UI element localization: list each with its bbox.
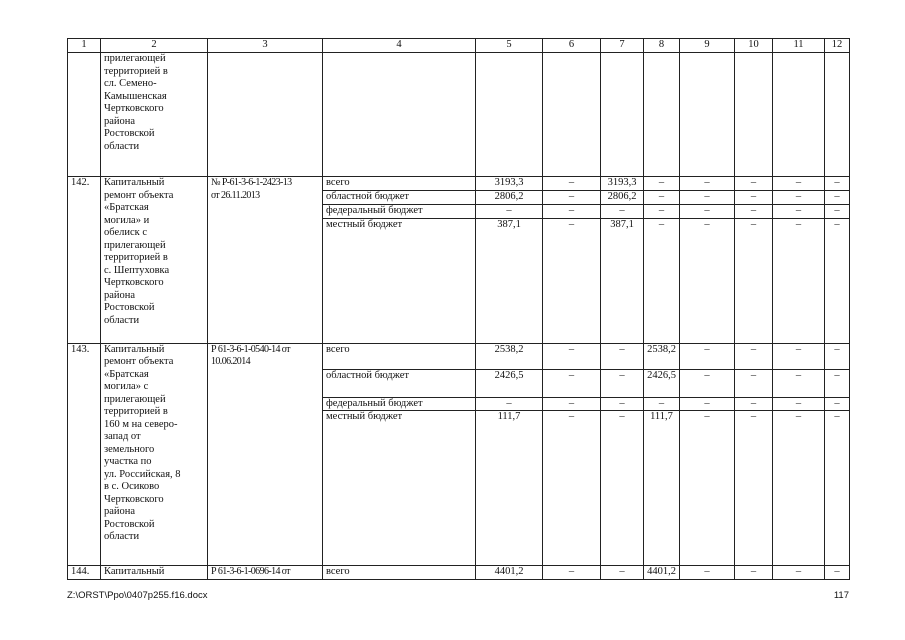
- object-name-line: участка по: [104, 456, 152, 467]
- object-name-line: ремонт объекта: [104, 189, 174, 201]
- value-cell: –: [773, 177, 825, 191]
- value-cell: –: [543, 369, 601, 397]
- value-cell: [825, 53, 850, 177]
- value-cell: –: [543, 397, 601, 411]
- value-cell: –: [680, 369, 735, 397]
- value-cell: 2426,5: [476, 369, 543, 397]
- object-name-line: с. Шептуховка: [104, 264, 170, 276]
- object-name-line: ул. Российская, 8: [104, 468, 181, 480]
- object-name-line: района: [104, 506, 136, 517]
- value-cell: –: [773, 411, 825, 566]
- value-cell: –: [680, 177, 735, 191]
- value-cell: –: [680, 566, 735, 580]
- object-name-line: района: [104, 289, 136, 301]
- column-number: 6: [543, 39, 601, 53]
- document-reference-line: № Р-61-3-6-1-2423-13: [211, 177, 292, 188]
- object-name-line: обелиск с: [104, 227, 148, 238]
- value-cell: –: [773, 397, 825, 411]
- table-row: [68, 177, 850, 191]
- value-cell: [735, 53, 773, 177]
- object-name-line: Ростовской: [104, 128, 155, 139]
- value-cell: 111,7: [644, 411, 680, 566]
- object-name: [101, 343, 208, 566]
- value-cell: –: [543, 177, 601, 191]
- funding-source: федеральный бюджет: [323, 205, 476, 219]
- value-cell: –: [773, 566, 825, 580]
- value-cell: [644, 53, 680, 177]
- row-number-cell: [68, 53, 101, 177]
- object-name-cell: [101, 53, 208, 177]
- object-name-line: «Братская: [104, 202, 149, 213]
- value-cell: –: [825, 191, 850, 205]
- value-cell: –: [825, 566, 850, 580]
- value-cell: –: [825, 205, 850, 219]
- column-number: 9: [680, 39, 735, 53]
- document-cell: [208, 53, 323, 177]
- value-cell: 2806,2: [476, 191, 543, 205]
- object-name-line: Ростовской: [104, 302, 155, 313]
- funding-source: всего: [323, 177, 476, 191]
- object-name-line: Чертковского: [104, 103, 164, 114]
- document-reference-line: 10.06.2014: [211, 356, 251, 367]
- value-cell: 4401,2: [476, 566, 543, 580]
- value-cell: 2538,2: [476, 343, 543, 369]
- object-name-line: ремонт объекта: [104, 356, 174, 367]
- value-cell: –: [735, 343, 773, 369]
- value-cell: –: [601, 566, 644, 580]
- value-cell: –: [543, 205, 601, 219]
- value-cell: –: [680, 343, 735, 369]
- value-cell: –: [644, 218, 680, 343]
- object-name-line: Капитальный: [104, 177, 165, 188]
- column-number: 5: [476, 39, 543, 53]
- value-cell: –: [644, 397, 680, 411]
- value-cell: –: [644, 177, 680, 191]
- funding-source: всего: [323, 566, 476, 580]
- value-cell: –: [543, 566, 601, 580]
- value-cell: –: [601, 411, 644, 566]
- object-name-line: Камышенская: [104, 90, 167, 102]
- value-cell: –: [735, 566, 773, 580]
- object-name-line: «Братская: [104, 368, 149, 380]
- funding-source: местный бюджет: [323, 411, 476, 566]
- value-cell: –: [825, 218, 850, 343]
- value-cell: –: [476, 397, 543, 411]
- value-cell: 3193,3: [476, 177, 543, 191]
- value-cell: –: [735, 397, 773, 411]
- value-cell: –: [680, 397, 735, 411]
- object-name-line: могила» и: [104, 214, 150, 226]
- value-cell: –: [601, 205, 644, 219]
- object-name-line: 160 м на северо-: [104, 418, 178, 430]
- value-cell: –: [680, 205, 735, 219]
- column-number: 12: [825, 39, 850, 53]
- value-cell: –: [543, 218, 601, 343]
- object-name: [101, 566, 208, 580]
- object-name-line: Ростовской: [104, 518, 155, 530]
- object-name-line: прилегающей: [104, 393, 166, 405]
- page-number: 117: [833, 590, 849, 601]
- object-name-line: земельного: [104, 443, 155, 455]
- value-cell: –: [601, 343, 644, 369]
- column-number: 3: [208, 39, 323, 53]
- value-cell: –: [735, 218, 773, 343]
- funding-source: всего: [323, 343, 476, 369]
- object-name-line: территорией в: [104, 252, 168, 263]
- document-reference-line: от 26.11.2013: [211, 189, 260, 201]
- value-cell: –: [735, 191, 773, 205]
- object-name-line: могила» с: [104, 381, 149, 392]
- document-reference: [208, 177, 323, 344]
- value-cell: –: [644, 191, 680, 205]
- funding-source: областной бюджет: [323, 191, 476, 205]
- value-cell: –: [825, 369, 850, 397]
- value-cell: –: [601, 397, 644, 411]
- value-cell: [773, 53, 825, 177]
- table-row: [68, 566, 850, 580]
- value-cell: –: [680, 411, 735, 566]
- value-cell: 387,1: [601, 218, 644, 343]
- value-cell: –: [543, 343, 601, 369]
- object-name: [101, 177, 208, 344]
- value-cell: 2538,2: [644, 343, 680, 369]
- value-cell: –: [601, 369, 644, 397]
- column-number: 8: [644, 39, 680, 53]
- row-number: 142.: [68, 177, 101, 344]
- value-cell: –: [680, 218, 735, 343]
- object-name-line: прилегающей: [104, 53, 166, 64]
- value-cell: –: [773, 191, 825, 205]
- object-name-line: территорией в: [104, 406, 168, 417]
- value-cell: –: [825, 177, 850, 191]
- value-cell: 3193,3: [601, 177, 644, 191]
- value-cell: 387,1: [476, 218, 543, 343]
- object-name-line: области: [104, 140, 140, 152]
- object-name-line: территорией в: [104, 65, 168, 77]
- value-cell: –: [735, 369, 773, 397]
- value-cell: –: [773, 343, 825, 369]
- value-cell: –: [644, 205, 680, 219]
- column-number: 7: [601, 39, 644, 53]
- value-cell: –: [773, 218, 825, 343]
- row-number: 143.: [68, 343, 101, 566]
- value-cell: –: [735, 177, 773, 191]
- value-cell: 4401,2: [644, 566, 680, 580]
- object-name-line: Чертковского: [104, 493, 164, 505]
- table-row: [68, 343, 850, 369]
- funding-source: местный бюджет: [323, 218, 476, 343]
- column-number: 1: [68, 39, 101, 53]
- object-name-line: Капитальный: [104, 566, 165, 577]
- object-name-line: Капитальный: [104, 343, 165, 355]
- column-number-row: [68, 39, 850, 53]
- object-name-line: Чертковского: [104, 277, 164, 288]
- value-cell: –: [680, 191, 735, 205]
- file-path: Z:\ORST\Ppo\0407p255.f16.docx: [67, 590, 208, 601]
- value-cell: [476, 53, 543, 177]
- value-cell: 2806,2: [601, 191, 644, 205]
- document-reference-line: Р 61-3-6-1-0696-14 от: [211, 566, 290, 577]
- value-cell: –: [543, 411, 601, 566]
- object-name-line: прилегающей: [104, 239, 166, 251]
- value-cell: –: [773, 205, 825, 219]
- document-reference: [208, 566, 323, 580]
- value-cell: –: [735, 205, 773, 219]
- column-number: 2: [101, 39, 208, 53]
- value-cell: –: [476, 205, 543, 219]
- document-reference-line: Р 61-3-6-1-0540-14 от: [211, 343, 290, 355]
- column-number: 10: [735, 39, 773, 53]
- value-cell: [543, 53, 601, 177]
- value-cell: –: [773, 369, 825, 397]
- value-cell: –: [825, 397, 850, 411]
- value-cell: [601, 53, 644, 177]
- column-number: 4: [323, 39, 476, 53]
- object-name-line: области: [104, 314, 140, 326]
- funding-source: областной бюджет: [323, 369, 476, 397]
- row-number: 144.: [68, 566, 101, 580]
- object-name-line: области: [104, 531, 140, 542]
- value-cell: [680, 53, 735, 177]
- document-reference: [208, 343, 323, 566]
- funding-source-cell: [323, 53, 476, 177]
- value-cell: –: [825, 411, 850, 566]
- object-name-line: сл. Семено-: [104, 78, 157, 89]
- continuation-row: [68, 53, 850, 177]
- object-name-line: района: [104, 115, 136, 127]
- budget-table: [67, 38, 850, 580]
- value-cell: 2426,5: [644, 369, 680, 397]
- value-cell: 111,7: [476, 411, 543, 566]
- value-cell: –: [543, 191, 601, 205]
- column-number: 11: [773, 39, 825, 53]
- object-name-line: в с. Осиково: [104, 481, 160, 492]
- funding-source: федеральный бюджет: [323, 397, 476, 411]
- value-cell: –: [825, 343, 850, 369]
- object-name-line: запад от: [104, 431, 141, 442]
- value-cell: –: [735, 411, 773, 566]
